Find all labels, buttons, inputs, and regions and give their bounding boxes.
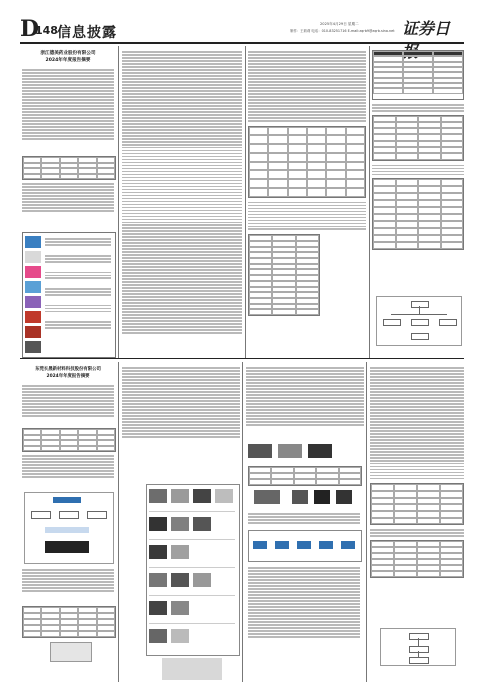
top-section: [20, 46, 464, 358]
date-line: 2025年4月29日 星期二: [320, 22, 359, 26]
article-2-table-2: [22, 606, 116, 638]
bottom-holder-table: [370, 540, 464, 578]
product-image: [25, 326, 41, 338]
section-letter: D: [20, 16, 40, 42]
bottom-col-3: [246, 366, 364, 682]
bottom-section: [20, 362, 464, 682]
article-1-report: 2024年年度报告摘要: [45, 58, 91, 63]
product-catalog: [146, 484, 240, 656]
business-flow-chart: [248, 530, 362, 562]
article-2-report: 2024年年度报告摘要: [46, 374, 90, 379]
structure-chart: [376, 296, 462, 346]
product-photos-row-2: [248, 490, 360, 506]
article-1-table: [22, 156, 116, 180]
article-1-company: 浙江德美药业股份有限公司: [40, 51, 96, 56]
product-image: [25, 281, 41, 293]
top-col-2: [122, 50, 242, 356]
bottom-financial-table: [370, 483, 464, 525]
bottom-structure-chart: [380, 628, 456, 666]
summary-table: [372, 50, 464, 100]
contact-line: 制作：王莉莉 电话：010-83251716 E-mail:zqrb9@zqrb.sina.net: [290, 29, 395, 33]
financial-table: [248, 126, 366, 198]
shareholder-table: [248, 234, 320, 316]
top-col-4: [372, 50, 464, 356]
bottom-col-2: [122, 366, 240, 682]
product-table: [372, 178, 464, 250]
brand-logo: 证券日: [402, 19, 451, 38]
article-2-company: 东莞长晟新材料科技股份有限公司: [35, 367, 101, 372]
top-col-1: [20, 46, 116, 358]
ceramic-photo: [162, 658, 222, 680]
product-image: [25, 266, 41, 278]
page-number: 148: [35, 24, 58, 37]
masthead-rule: [20, 42, 464, 44]
process-diagram: [24, 492, 114, 564]
section-title: 信息披露: [57, 25, 117, 41]
capacity-table: [248, 466, 362, 486]
product-image: [25, 236, 41, 248]
article-1-product-list: [22, 232, 116, 358]
bottom-col-1: [20, 362, 116, 682]
product-image: [25, 311, 41, 323]
bottom-col-1-photo: [50, 642, 92, 662]
article-1-body: [22, 68, 114, 141]
masthead: [20, 14, 464, 50]
segment-table: [372, 115, 464, 161]
article-1-header: [20, 50, 116, 63]
product-image: [25, 296, 41, 308]
article-2-header: [20, 366, 116, 379]
product-image: [25, 251, 41, 263]
product-photos-row-1: [248, 444, 360, 460]
top-col-3: [248, 50, 366, 356]
product-image: [25, 341, 41, 353]
bottom-col-4: [370, 366, 464, 682]
section-divider: [20, 358, 464, 359]
article-2-table: [22, 428, 116, 452]
